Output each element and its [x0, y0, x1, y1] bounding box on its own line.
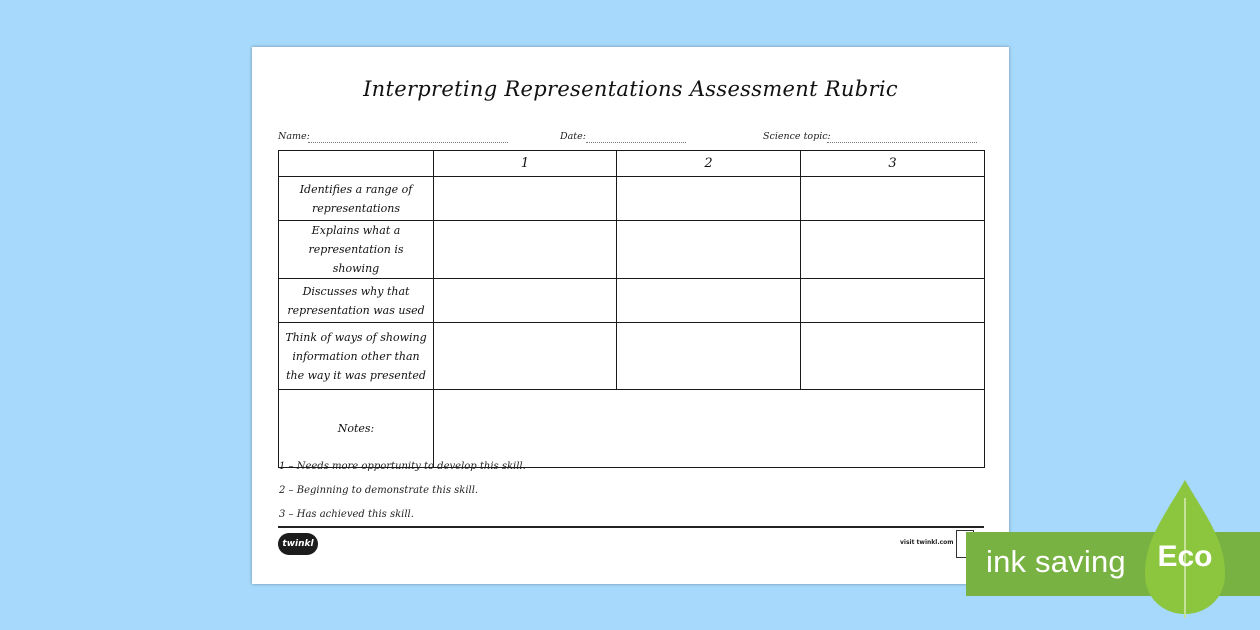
footer-divider: [278, 526, 984, 528]
eco-label: Eco: [1157, 540, 1213, 573]
header-cell-1: 1: [434, 151, 617, 177]
key-line-1: 1 – Needs more opportunity to develop this skill.: [279, 461, 526, 472]
ink-saving-text: ink saving: [986, 544, 1126, 579]
worksheet-title: Interpreting Representations Assessment Rubric: [363, 77, 898, 101]
name-field: [278, 131, 310, 145]
score-cell[interactable]: [801, 177, 985, 221]
criterion-cell: Think of ways of showing information other than the way it was presented: [279, 323, 434, 390]
criterion-cell: Identifies a range of representations: [279, 177, 434, 221]
score-cell[interactable]: [617, 279, 801, 323]
notes-label: Notes:: [279, 390, 434, 468]
date-field: [560, 131, 586, 145]
score-cell[interactable]: [434, 177, 617, 221]
table-header-row: [279, 151, 985, 177]
name-line: [308, 142, 508, 143]
criterion-cell: Discusses why that representation was used: [279, 279, 434, 323]
name-label: Name:: [278, 131, 310, 142]
twinkl-logo: twinkl: [278, 533, 318, 555]
table-row: [279, 323, 985, 390]
notes-row: [279, 390, 985, 468]
criterion-cell: Explains what a representation is showing: [279, 221, 434, 279]
score-cell[interactable]: [801, 279, 985, 323]
topic-line: [827, 142, 977, 143]
worksheet-page: [252, 47, 1009, 584]
rubric-table: [278, 150, 985, 468]
score-cell[interactable]: [617, 177, 801, 221]
header-cell-3: 3: [801, 151, 985, 177]
topic-label: Science topic:: [763, 131, 831, 142]
topic-field: [763, 131, 831, 145]
visit-link[interactable]: visit twinkl.com: [900, 539, 954, 546]
date-line: [586, 142, 686, 143]
score-cell[interactable]: [434, 323, 617, 390]
table-row: [279, 221, 985, 279]
score-cell[interactable]: [801, 221, 985, 279]
score-cell[interactable]: [434, 279, 617, 323]
key-line-2: 2 – Beginning to demonstrate this skill.: [279, 485, 479, 496]
score-cell[interactable]: [617, 323, 801, 390]
date-label: Date:: [560, 131, 586, 142]
score-cell[interactable]: [801, 323, 985, 390]
table-row: [279, 177, 985, 221]
score-cell[interactable]: [617, 221, 801, 279]
header-cell-2: 2: [617, 151, 801, 177]
score-cell[interactable]: [434, 221, 617, 279]
notes-area[interactable]: [434, 390, 985, 468]
table-row: [279, 279, 985, 323]
key-line-3: 3 – Has achieved this skill.: [279, 509, 414, 520]
header-cell-blank: [279, 151, 434, 177]
